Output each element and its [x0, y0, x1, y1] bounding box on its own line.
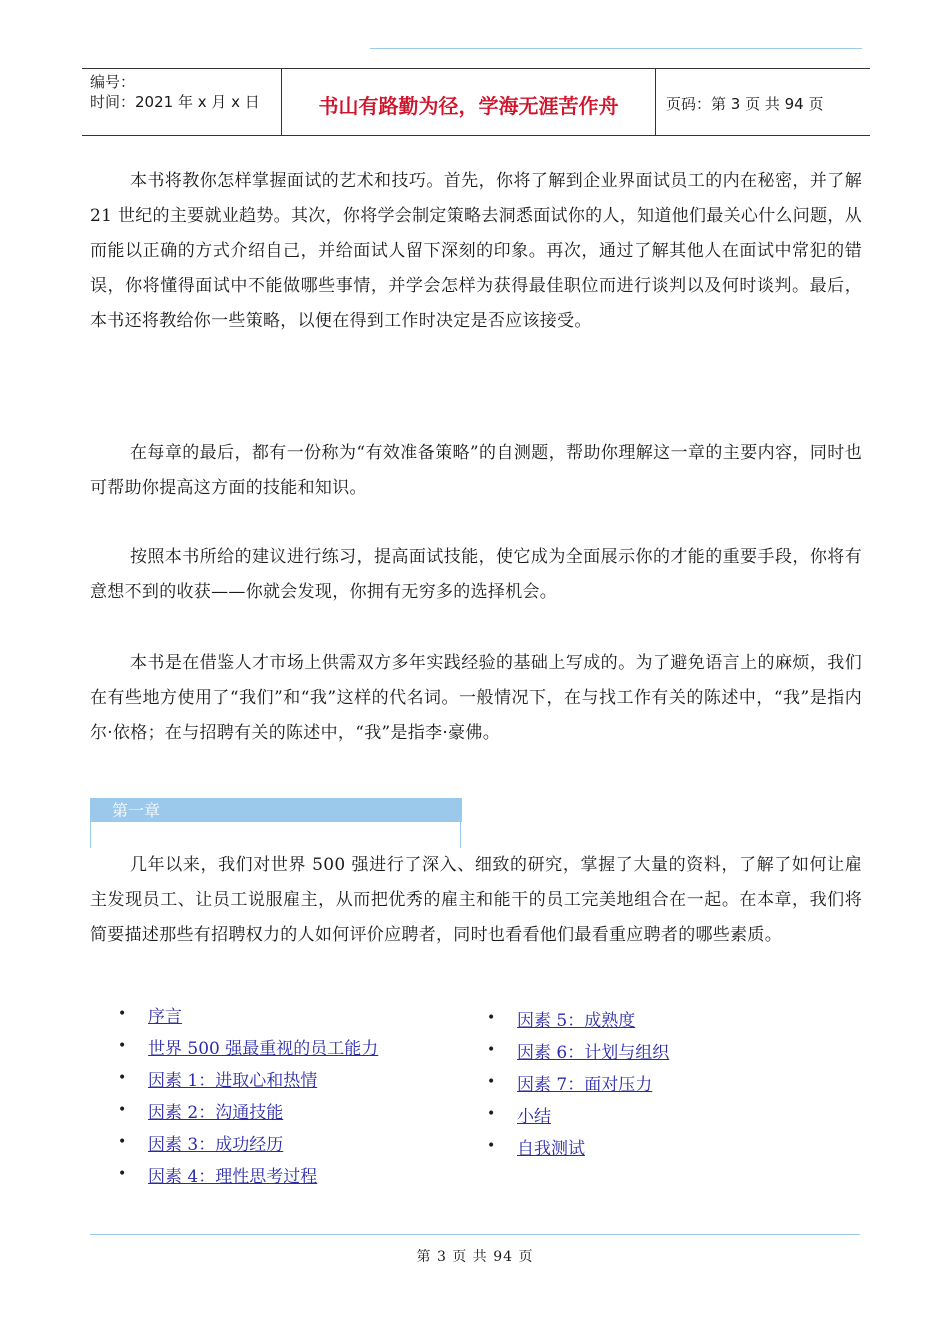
intro-paragraph-4: [90, 646, 862, 751]
toc-item: [487, 1066, 669, 1098]
chapter-border-right: [460, 822, 461, 848]
paragraph: 本书将教你怎样掌握面试的艺术和技巧。首先，你将了解到企业界面试员工的内在秘密，并了解 21 世纪的主要就业趋势。其次，你将学会制定策略去洞悉面试你的人，知道他们最关心什么问题，从而能以正确的方式介绍自己，并给面试人留下深刻的印象。再次，通过了解其他人在面试中常犯的错误，你将懂得面试中不能做哪些事情，并学会怎样为获得最佳职位而进行谈判以及何时谈判。最后，本书还将教给你一些策略，以便在得到工作时决定是否应该接受。: [90, 171, 862, 331]
toc-link-factor-5[interactable]: 因素 5：成熟度: [517, 1010, 636, 1031]
toc-link-summary[interactable]: 小结: [517, 1106, 551, 1127]
header-motto: 书山有路勤为径，学海无涯苦作舟: [282, 69, 656, 135]
bullet-icon: •: [487, 1074, 496, 1090]
toc-list-left: [118, 998, 378, 1190]
toc-item: [118, 1094, 378, 1126]
chapter-heading-box: [90, 798, 462, 848]
bullet-icon: •: [118, 1038, 127, 1054]
toc-item: [487, 1034, 669, 1066]
toc-link-factor-3[interactable]: 因素 3：成功经历: [148, 1134, 284, 1155]
footer-divider: [90, 1234, 860, 1235]
chapter-paragraph: [90, 848, 862, 953]
chapter-border-left: [90, 822, 91, 848]
toc-item: [118, 1126, 378, 1158]
toc-link-abilities[interactable]: 世界 500 强最重视的员工能力: [148, 1038, 379, 1059]
paragraph: 几年以来，我们对世界 500 强进行了深入、细致的研究，掌握了大量的资料，了解了如何让雇主发现员工、让员工说服雇主，从而把优秀的雇主和能干的员工完美地组合在一起。在本章，我们将简要描述那些有招聘权力的人如何评价应聘者，同时也看看他们最看重应聘者的哪些素质。: [90, 855, 862, 945]
intro-paragraph-2: [90, 436, 862, 506]
toc-link-self-test[interactable]: 自我测试: [517, 1138, 585, 1159]
bullet-icon: •: [487, 1010, 496, 1026]
toc-link-factor-2[interactable]: 因素 2：沟通技能: [148, 1102, 284, 1123]
toc-item: [118, 998, 378, 1030]
bullet-icon: •: [118, 1070, 127, 1086]
bullet-icon: •: [118, 1102, 127, 1118]
bullet-icon: •: [118, 1134, 127, 1150]
paragraph: 在每章的最后，都有一份称为“有效准备策略”的自测题，帮助你理解这一章的主要内容，同时也可帮助你提高这方面的技能和知识。: [90, 443, 862, 498]
toc-link-factor-1[interactable]: 因素 1：进取心和热情: [148, 1070, 318, 1091]
bullet-icon: •: [487, 1106, 496, 1122]
toc-item: [118, 1030, 378, 1062]
toc-item: [487, 1098, 669, 1130]
intro-paragraph-3: [90, 540, 862, 610]
header-page-info: 页码：第 3 页 共 94 页: [666, 94, 824, 113]
toc-item: [487, 1002, 669, 1034]
paragraph: 本书是在借鉴人才市场上供需双方多年实践经验的基础上写成的。为了避免语言上的麻烦，我们在有些地方使用了“我们”和“我”这样的代名词。一般情况下，在与找工作有关的陈述中，“我”是指内尔·依格；在与招聘有关的陈述中，“我”是指李·豪佛。: [90, 653, 862, 743]
intro-paragraph-1: [90, 164, 862, 339]
toc-item: [487, 1130, 669, 1162]
toc-item: [118, 1158, 378, 1190]
toc-list-right: [487, 1002, 669, 1162]
bullet-icon: •: [118, 1006, 127, 1022]
paragraph: 按照本书所给的建议进行练习，提高面试技能，使它成为全面展示你的才能的重要手段，你将有意想不到的收获——你就会发现，你拥有无穷多的选择机会。: [90, 547, 862, 602]
header-meta: [82, 69, 282, 135]
date-label: 时间：2021 年 x 月 x 日: [90, 93, 260, 111]
chapter-divider: [370, 48, 862, 49]
toc-item: [118, 1062, 378, 1094]
bullet-icon: •: [487, 1042, 496, 1058]
toc-link-preface[interactable]: 序言: [148, 1006, 182, 1027]
chapter-title: 第一章: [90, 798, 462, 822]
toc-link-factor-4[interactable]: 因素 4：理性思考过程: [148, 1166, 318, 1187]
footer-page-number: 第 3 页 共 94 页: [416, 1249, 534, 1265]
toc-link-factor-7[interactable]: 因素 7：面对压力: [517, 1074, 653, 1095]
page-header: [82, 68, 870, 136]
bullet-icon: •: [487, 1138, 496, 1154]
toc-link-factor-6[interactable]: 因素 6：计划与组织: [517, 1042, 670, 1063]
bullet-icon: •: [118, 1166, 127, 1182]
code-label: 编号：: [90, 73, 136, 91]
